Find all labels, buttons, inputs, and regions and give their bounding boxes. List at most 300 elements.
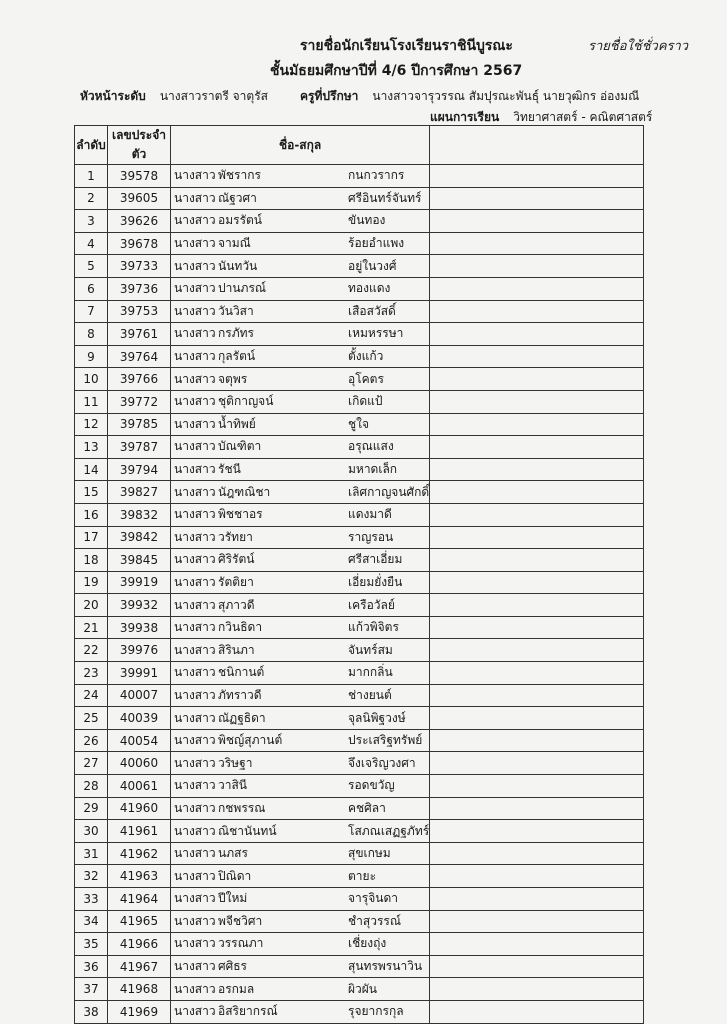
table-row bbox=[75, 933, 644, 956]
student-name bbox=[171, 842, 430, 865]
row-number: 17 bbox=[75, 526, 108, 549]
first-name: สุภาวดี bbox=[218, 597, 255, 612]
row-number: 28 bbox=[75, 775, 108, 798]
last-name: อุโคตร bbox=[348, 371, 384, 386]
student-name bbox=[171, 210, 430, 233]
student-name bbox=[171, 481, 430, 504]
student-name bbox=[171, 436, 430, 459]
row-number: 32 bbox=[75, 865, 108, 888]
last-name: เอี่ยมยั่งยืน bbox=[348, 574, 403, 589]
table-row bbox=[75, 707, 644, 730]
row-number: 3 bbox=[75, 210, 108, 233]
name-prefix: นางสาว bbox=[174, 236, 216, 251]
row-number: 21 bbox=[75, 616, 108, 639]
plan-value: วิทยาศาสตร์ - คณิตศาสตร์ bbox=[513, 110, 653, 124]
student-id: 39753 bbox=[108, 300, 171, 323]
student-id: 41963 bbox=[108, 865, 171, 888]
row-number: 38 bbox=[75, 1000, 108, 1023]
table-row bbox=[75, 662, 644, 685]
student-name bbox=[171, 526, 430, 549]
first-name: กรภัทร bbox=[218, 326, 254, 341]
table-row bbox=[75, 752, 644, 775]
blank-cell bbox=[430, 549, 644, 572]
student-id: 41966 bbox=[108, 933, 171, 956]
first-name: ชุติกาญจน์ bbox=[218, 394, 274, 409]
student-name bbox=[171, 549, 430, 572]
table-row bbox=[75, 345, 644, 368]
last-name: คชศิลา bbox=[348, 800, 386, 815]
table-row bbox=[75, 842, 644, 865]
student-id: 40060 bbox=[108, 752, 171, 775]
student-id: 39794 bbox=[108, 458, 171, 481]
blank-cell bbox=[430, 888, 644, 911]
page-title: รายชื่อนักเรียนโรงเรียนราชินีบูรณะ bbox=[300, 38, 513, 54]
blank-cell bbox=[430, 526, 644, 549]
name-prefix: นางสาว bbox=[174, 597, 216, 612]
student-id: 41968 bbox=[108, 978, 171, 1001]
student-name bbox=[171, 797, 430, 820]
table-row bbox=[75, 165, 644, 188]
blank-cell bbox=[430, 752, 644, 775]
name-prefix: นางสาว bbox=[174, 687, 216, 702]
name-prefix: นางสาว bbox=[174, 371, 216, 386]
student-name bbox=[171, 684, 430, 707]
first-name: ณัฐวศา bbox=[218, 190, 257, 205]
table-row bbox=[75, 277, 644, 300]
plan-label: แผนการเรียน bbox=[430, 110, 500, 124]
first-name: อรกมล bbox=[218, 981, 255, 996]
table-row bbox=[75, 865, 644, 888]
blank-cell bbox=[430, 910, 644, 933]
student-name bbox=[171, 368, 430, 391]
blank-cell bbox=[430, 933, 644, 956]
row-number: 30 bbox=[75, 820, 108, 843]
student-name bbox=[171, 820, 430, 843]
name-prefix: นางสาว bbox=[174, 462, 216, 477]
row-number: 29 bbox=[75, 797, 108, 820]
blank-cell bbox=[430, 481, 644, 504]
last-name: เครือวัลย์ bbox=[348, 597, 395, 612]
name-prefix: นางสาว bbox=[174, 959, 216, 974]
row-number: 37 bbox=[75, 978, 108, 1001]
first-name: กชพรรณ bbox=[218, 800, 266, 815]
row-number: 10 bbox=[75, 368, 108, 391]
row-number: 36 bbox=[75, 955, 108, 978]
student-id: 39766 bbox=[108, 368, 171, 391]
student-id: 39842 bbox=[108, 526, 171, 549]
blank-cell bbox=[430, 232, 644, 255]
row-number: 2 bbox=[75, 187, 108, 210]
temporary-note: รายชื่อใช้ชั่วคราว bbox=[588, 39, 689, 54]
student-id: 39785 bbox=[108, 413, 171, 436]
last-name: สุขเกษม bbox=[348, 846, 391, 861]
student-id: 41969 bbox=[108, 1000, 171, 1023]
level-head-name: นางสาวราตรี จาตุรัส bbox=[159, 89, 268, 103]
blank-cell bbox=[430, 187, 644, 210]
table-row bbox=[75, 978, 644, 1001]
row-number: 23 bbox=[75, 662, 108, 685]
table-row bbox=[75, 255, 644, 278]
first-name: ณิชานันทน์ bbox=[218, 823, 277, 838]
student-name bbox=[171, 707, 430, 730]
last-name: อรุณแสง bbox=[348, 439, 394, 454]
name-prefix: นางสาว bbox=[174, 891, 216, 906]
first-name: นภสร bbox=[218, 846, 248, 861]
last-name: รุจยากรกุล bbox=[348, 1004, 404, 1019]
last-name: ตายะ bbox=[348, 868, 377, 883]
table-row bbox=[75, 368, 644, 391]
first-name: ปานภรณ์ bbox=[218, 281, 267, 296]
first-name: กวินธิดา bbox=[218, 620, 263, 635]
student-id: 40054 bbox=[108, 729, 171, 752]
first-name: น้ำทิพย์ bbox=[218, 416, 256, 431]
last-name: แก้วพิจิตร bbox=[348, 620, 399, 635]
header-no: ลำดับ bbox=[75, 126, 108, 165]
student-id: 39678 bbox=[108, 232, 171, 255]
first-name: รัตติยา bbox=[218, 574, 254, 589]
blank-cell bbox=[430, 955, 644, 978]
student-id: 41965 bbox=[108, 910, 171, 933]
name-prefix: นางสาว bbox=[174, 620, 216, 635]
student-id: 39605 bbox=[108, 187, 171, 210]
name-prefix: นางสาว bbox=[174, 981, 216, 996]
student-name bbox=[171, 752, 430, 775]
student-name bbox=[171, 865, 430, 888]
first-name: ศศิธร bbox=[218, 959, 248, 974]
student-name bbox=[171, 775, 430, 798]
last-name: มากกลิ่น bbox=[348, 665, 393, 680]
name-prefix: นางสาว bbox=[174, 394, 216, 409]
student-name bbox=[171, 187, 430, 210]
table-header-row bbox=[75, 126, 644, 165]
blank-cell bbox=[430, 797, 644, 820]
student-name bbox=[171, 729, 430, 752]
student-id: 40039 bbox=[108, 707, 171, 730]
last-name: อยู่ในวงศ์ bbox=[348, 258, 397, 273]
student-name bbox=[171, 910, 430, 933]
table-row bbox=[75, 571, 644, 594]
student-name bbox=[171, 1000, 430, 1023]
row-number: 7 bbox=[75, 300, 108, 323]
student-id: 41962 bbox=[108, 842, 171, 865]
table-row bbox=[75, 526, 644, 549]
blank-cell bbox=[430, 345, 644, 368]
table-row bbox=[75, 594, 644, 617]
row-number: 31 bbox=[75, 842, 108, 865]
first-name: บัณฑิตา bbox=[218, 439, 262, 454]
name-prefix: นางสาว bbox=[174, 416, 216, 431]
last-name: ทองแดง bbox=[348, 281, 391, 296]
student-name bbox=[171, 413, 430, 436]
name-prefix: นางสาว bbox=[174, 823, 216, 838]
table-row bbox=[75, 888, 644, 911]
blank-cell bbox=[430, 210, 644, 233]
first-name: พัชรากร bbox=[218, 168, 261, 183]
header-id: เลขประจำตัว bbox=[108, 126, 171, 165]
table-row bbox=[75, 503, 644, 526]
first-name: อมรรัตน์ bbox=[218, 213, 263, 228]
blank-cell bbox=[430, 458, 644, 481]
table-row bbox=[75, 797, 644, 820]
blank-cell bbox=[430, 503, 644, 526]
first-name: ปิณิดา bbox=[218, 868, 252, 883]
student-id: 39991 bbox=[108, 662, 171, 685]
last-name: จุลนิพิฐวงษ์ bbox=[348, 710, 406, 725]
table-row bbox=[75, 413, 644, 436]
student-name bbox=[171, 165, 430, 188]
name-prefix: นางสาว bbox=[174, 258, 216, 273]
student-id: 39772 bbox=[108, 390, 171, 413]
first-name: จามณี bbox=[218, 236, 251, 251]
blank-cell bbox=[430, 842, 644, 865]
row-number: 19 bbox=[75, 571, 108, 594]
last-name: ราญรอน bbox=[348, 529, 394, 544]
last-name: สุนทรพรนาวิน bbox=[348, 959, 423, 974]
blank-cell bbox=[430, 684, 644, 707]
row-number: 14 bbox=[75, 458, 108, 481]
student-name bbox=[171, 571, 430, 594]
student-name bbox=[171, 639, 430, 662]
blank-cell bbox=[430, 413, 644, 436]
blank-cell bbox=[430, 775, 644, 798]
row-number: 27 bbox=[75, 752, 108, 775]
table-row bbox=[75, 775, 644, 798]
last-name: เกิดแป้ bbox=[348, 394, 383, 409]
student-name bbox=[171, 888, 430, 911]
last-name: จันทร์สม bbox=[348, 642, 393, 657]
table-row bbox=[75, 820, 644, 843]
first-name: อิสริยากรณ์ bbox=[218, 1004, 278, 1019]
name-prefix: นางสาว bbox=[174, 326, 216, 341]
row-number: 24 bbox=[75, 684, 108, 707]
student-name bbox=[171, 594, 430, 617]
first-name: พิชชาอร bbox=[218, 507, 263, 522]
student-id: 39932 bbox=[108, 594, 171, 617]
student-name bbox=[171, 458, 430, 481]
student-name bbox=[171, 933, 430, 956]
last-name: ผิวผัน bbox=[348, 981, 378, 996]
table-row bbox=[75, 390, 644, 413]
name-prefix: นางสาว bbox=[174, 529, 216, 544]
last-name: ร้อยอำแพง bbox=[348, 236, 405, 251]
student-id: 39787 bbox=[108, 436, 171, 459]
student-id: 39976 bbox=[108, 639, 171, 662]
last-name: ชำสุวรรณ์ bbox=[348, 913, 401, 928]
first-name: จตุพร bbox=[218, 371, 248, 386]
first-name: กุลรัตน์ bbox=[218, 349, 256, 364]
student-id: 39736 bbox=[108, 277, 171, 300]
name-prefix: นางสาว bbox=[174, 733, 216, 748]
last-name: ขันทอง bbox=[348, 213, 386, 228]
blank-cell bbox=[430, 1000, 644, 1023]
student-name bbox=[171, 300, 430, 323]
first-name: วันวิสา bbox=[218, 303, 254, 318]
last-name: กนกวรากร bbox=[348, 168, 405, 183]
name-prefix: นางสาว bbox=[174, 913, 216, 928]
row-number: 34 bbox=[75, 910, 108, 933]
row-number: 25 bbox=[75, 707, 108, 730]
table-row bbox=[75, 955, 644, 978]
student-table bbox=[74, 125, 644, 1024]
header-name: ชื่อ-สกุล bbox=[171, 126, 430, 165]
student-id: 39764 bbox=[108, 345, 171, 368]
table-row bbox=[75, 210, 644, 233]
student-name bbox=[171, 955, 430, 978]
row-number: 22 bbox=[75, 639, 108, 662]
last-name: ศรีสาเอี่ยม bbox=[348, 552, 403, 567]
blank-cell bbox=[430, 616, 644, 639]
table-row bbox=[75, 549, 644, 572]
level-head-label: หัวหน้าระดับ bbox=[80, 89, 146, 103]
last-name: เชี่ยงถุ่ง bbox=[348, 936, 387, 951]
first-name: วาสินี bbox=[218, 778, 248, 793]
student-id: 39626 bbox=[108, 210, 171, 233]
blank-cell bbox=[430, 436, 644, 459]
student-id: 39578 bbox=[108, 165, 171, 188]
first-name: ภัทราวดี bbox=[218, 687, 262, 702]
name-prefix: นางสาว bbox=[174, 665, 216, 680]
name-prefix: นางสาว bbox=[174, 303, 216, 318]
blank-cell bbox=[430, 300, 644, 323]
last-name: ชูใจ bbox=[348, 416, 370, 431]
header-blank bbox=[430, 126, 644, 165]
name-prefix: นางสาว bbox=[174, 439, 216, 454]
last-name: ศรีอินทร์จันทร์ bbox=[348, 190, 422, 205]
first-name: วรรณภา bbox=[218, 936, 264, 951]
row-number: 9 bbox=[75, 345, 108, 368]
last-name: เสือสวัสดิ์ bbox=[348, 303, 396, 318]
last-name: ประเสริฐทรัพย์ bbox=[348, 733, 423, 748]
row-number: 8 bbox=[75, 323, 108, 346]
table-row bbox=[75, 729, 644, 752]
student-name bbox=[171, 978, 430, 1001]
student-name bbox=[171, 503, 430, 526]
row-number: 12 bbox=[75, 413, 108, 436]
name-prefix: นางสาว bbox=[174, 642, 216, 657]
student-name bbox=[171, 662, 430, 685]
blank-cell bbox=[430, 368, 644, 391]
student-name bbox=[171, 390, 430, 413]
table-row bbox=[75, 1000, 644, 1023]
row-number: 1 bbox=[75, 165, 108, 188]
advisor-info bbox=[300, 87, 639, 106]
last-name: ช่างยนต์ bbox=[348, 687, 392, 702]
first-name: พจีชวิศา bbox=[218, 913, 263, 928]
row-number: 15 bbox=[75, 481, 108, 504]
first-name: ศิริรัตน์ bbox=[218, 552, 255, 567]
student-id: 39845 bbox=[108, 549, 171, 572]
last-name: โสภณเสฏฐภัทร์ bbox=[348, 823, 430, 838]
name-prefix: นางสาว bbox=[174, 755, 216, 770]
first-name: รัชนี bbox=[218, 462, 241, 477]
name-prefix: นางสาว bbox=[174, 800, 216, 815]
student-name bbox=[171, 323, 430, 346]
table-row bbox=[75, 684, 644, 707]
blank-cell bbox=[430, 277, 644, 300]
table-row bbox=[75, 481, 644, 504]
blank-cell bbox=[430, 639, 644, 662]
student-name bbox=[171, 277, 430, 300]
student-id: 41967 bbox=[108, 955, 171, 978]
first-name: วริษฐา bbox=[218, 755, 253, 770]
first-name: สิรินภา bbox=[218, 642, 255, 657]
name-prefix: นางสาว bbox=[174, 868, 216, 883]
table-row bbox=[75, 232, 644, 255]
blank-cell bbox=[430, 571, 644, 594]
table-row bbox=[75, 910, 644, 933]
row-number: 13 bbox=[75, 436, 108, 459]
table-row bbox=[75, 323, 644, 346]
name-prefix: นางสาว bbox=[174, 778, 216, 793]
last-name: เลิศกาญจนศักดิ์ bbox=[348, 484, 430, 499]
blank-cell bbox=[430, 707, 644, 730]
row-number: 11 bbox=[75, 390, 108, 413]
student-id: 41960 bbox=[108, 797, 171, 820]
blank-cell bbox=[430, 820, 644, 843]
row-number: 33 bbox=[75, 888, 108, 911]
blank-cell bbox=[430, 662, 644, 685]
first-name: นัฎฑณิชา bbox=[218, 484, 271, 499]
first-name: วรัทยา bbox=[218, 529, 253, 544]
last-name: เหมหรรษา bbox=[348, 326, 404, 341]
name-prefix: นางสาว bbox=[174, 190, 216, 205]
last-name: ตั้งแก้ว bbox=[348, 349, 384, 364]
row-number: 18 bbox=[75, 549, 108, 572]
row-number: 35 bbox=[75, 933, 108, 956]
name-prefix: นางสาว bbox=[174, 574, 216, 589]
blank-cell bbox=[430, 865, 644, 888]
student-id: 40007 bbox=[108, 684, 171, 707]
name-prefix: นางสาว bbox=[174, 846, 216, 861]
name-prefix: นางสาว bbox=[174, 484, 216, 499]
name-prefix: นางสาว bbox=[174, 552, 216, 567]
student-name bbox=[171, 345, 430, 368]
student-name bbox=[171, 255, 430, 278]
advisor-label: ครูที่ปรึกษา bbox=[300, 89, 359, 103]
name-prefix: นางสาว bbox=[174, 710, 216, 725]
last-name: แดงมาดี bbox=[348, 507, 392, 522]
row-number: 26 bbox=[75, 729, 108, 752]
blank-cell bbox=[430, 165, 644, 188]
row-number: 6 bbox=[75, 277, 108, 300]
student-id: 39832 bbox=[108, 503, 171, 526]
blank-cell bbox=[430, 729, 644, 752]
student-id: 41961 bbox=[108, 820, 171, 843]
row-number: 20 bbox=[75, 594, 108, 617]
blank-cell bbox=[430, 323, 644, 346]
student-name bbox=[171, 616, 430, 639]
student-id: 39761 bbox=[108, 323, 171, 346]
student-id: 39919 bbox=[108, 571, 171, 594]
blank-cell bbox=[430, 255, 644, 278]
blank-cell bbox=[430, 594, 644, 617]
first-name: ปีใหม่ bbox=[218, 891, 248, 906]
student-id: 39733 bbox=[108, 255, 171, 278]
table-row bbox=[75, 458, 644, 481]
student-id: 39827 bbox=[108, 481, 171, 504]
last-name: จารุจินดา bbox=[348, 891, 398, 906]
class-subtitle: ชั้นมัธยมศึกษาปีที่ 4/6 ปีการศึกษา 2567 bbox=[270, 63, 523, 79]
student-id: 40061 bbox=[108, 775, 171, 798]
table-row bbox=[75, 616, 644, 639]
advisor-names: นางสาวจารุวรรณ สัมปุรณะพันธุ์ นายวุฒิกร อ่องมณี bbox=[372, 89, 640, 103]
name-prefix: นางสาว bbox=[174, 936, 216, 951]
table-row bbox=[75, 639, 644, 662]
name-prefix: นางสาว bbox=[174, 349, 216, 364]
name-prefix: นางสาว bbox=[174, 507, 216, 522]
table-row bbox=[75, 300, 644, 323]
first-name: ณัฏฐธิดา bbox=[218, 710, 266, 725]
